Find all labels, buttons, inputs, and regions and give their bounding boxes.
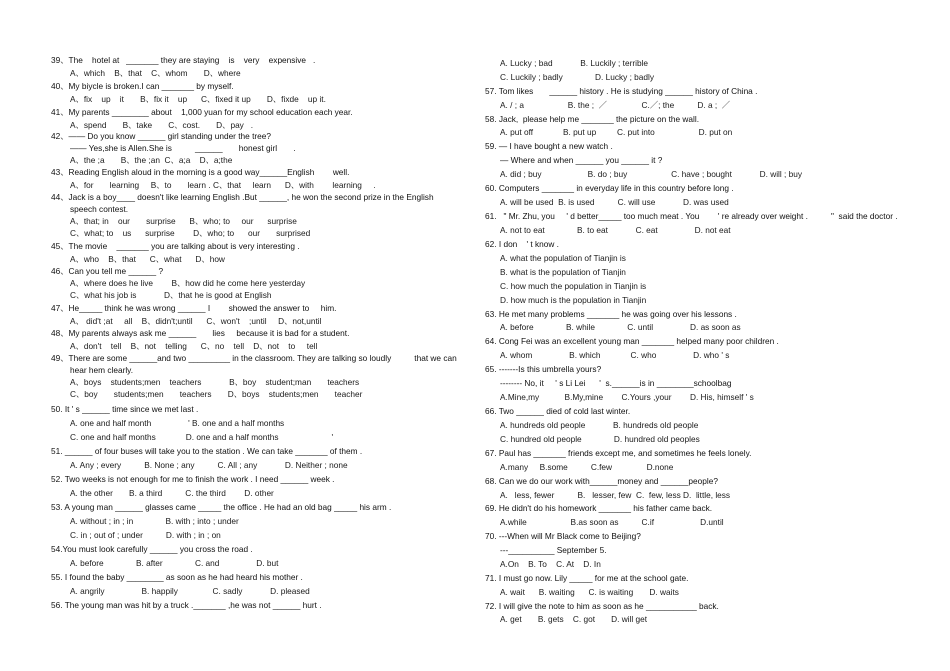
answer-options: A、which B、that C、whom D、where	[70, 68, 241, 78]
question-text: hear hem clearly.	[70, 365, 134, 375]
question-text: 60. Computers _______ in everyday life in this country before long .	[485, 183, 734, 193]
question-text: 41、My parents ________ about 1,000 yuan for my school education each year.	[51, 107, 353, 117]
question-text: 53. A young man ______ glasses came _____ the office . He had an old bag _____ his arm .	[51, 502, 392, 512]
question-text: 66. Two ______ died of cold last winter.	[485, 406, 631, 416]
answer-options: A. what the population of Tianjin is	[500, 253, 626, 263]
answer-options: C. how much the population in Tianjin is	[500, 281, 647, 291]
question-text: 56. The young man was hit by a truck ._______ ,he was not ______ hurt .	[51, 600, 322, 610]
question-text: 67. Paul has _______ friends except me, and sometimes he feels lonely.	[485, 448, 752, 458]
answer-options: C、boy students;men teachers D、boys students;men teacher	[70, 389, 363, 399]
answer-options: A. whom B. which C. who D. who ' s	[500, 350, 730, 360]
answer-options: A. will be used B. is used C. will use D. was used	[500, 197, 729, 207]
answer-options: A、the ;a B、the ;an C、a;a D、a;the	[70, 155, 233, 165]
answer-options: A、that; in our surprise B、who; to our surprise	[70, 216, 297, 226]
question-text: 63. He met many problems _______ he was going over his lessons .	[485, 309, 737, 319]
question-text: 68. Can we do our work with______money and ______people?	[485, 476, 718, 486]
question-text: 61. " Mr. Zhu, you ' d better_____ too much meat . You ' re already over weight . " said the doctor .	[485, 211, 898, 221]
question-text: 48、My parents always ask me ______ lies because it is bad for a student.	[51, 328, 350, 338]
question-text: 39、The hotel at _______ they are staying is very expensive .	[51, 55, 316, 65]
question-text: 54.You must look carefully ______ you cross the road .	[51, 544, 253, 554]
answer-options: C、what his job is D、that he is good at English	[70, 290, 272, 300]
answer-options: A. / ; a B. the ; ／ C.／; the D. a ; ／	[500, 100, 731, 110]
answer-options: B. what is the population of Tianjin	[500, 267, 626, 277]
answer-options: A.many B.some C.few D.none	[500, 462, 674, 472]
question-text: 71. I must go now. Lily _____ for me at the school gate.	[485, 573, 689, 583]
answer-options: C. one and half months D. one and a half months '	[70, 432, 334, 442]
answer-options: A. hundreds old people B. hundreds old people	[500, 420, 699, 430]
answer-options: A.Mine,my B.My,mine C.Yours ,your D. His, himself ' s	[500, 392, 754, 402]
question-text: — Where and when ______ you ______ it ?	[500, 155, 663, 165]
answer-options: A. angrily B. happily C. sadly D. pleased	[70, 586, 310, 596]
answer-options: A. Lucky ; bad B. Luckily ; terrible	[500, 58, 649, 68]
question-text: 52. Two weeks is not enough for me to finish the work . I need ______ week .	[51, 474, 335, 484]
answer-options: A. wait B. waiting C. is waiting D. waits	[500, 587, 679, 597]
question-text: 70. ---When will Mr Black come to Beijing?	[485, 531, 641, 541]
answer-options: A. one and half month ' B. one and a half months	[70, 418, 285, 428]
question-text: 62. I don ' t know .	[485, 239, 559, 249]
answer-options: A、spend B、take C、cost. D、pay .	[70, 120, 254, 130]
answer-options: A. not to eat B. to eat C. eat D. not eat	[500, 225, 731, 235]
answer-options: D. how much is the population in Tianjin	[500, 295, 647, 305]
question-text: —— Yes,she is Allen.She is ______ honest girl .	[70, 143, 296, 153]
question-text: 47、He_____ think he was wrong ______ I showed the answer to him.	[51, 303, 337, 313]
answer-options: A、fix up it B、fix it up C、fixed it up D、fixde up it.	[70, 94, 326, 104]
answer-options: C. Luckily ; badly D. Lucky ; badly	[500, 72, 655, 82]
question-text: 55. I found the baby ________ as soon as he had heard his mother .	[51, 572, 303, 582]
question-text: speech contest.	[70, 204, 129, 214]
answer-options: A. the other B. a third C. the third D. other	[70, 488, 274, 498]
answer-options: A. before B. while C. until D. as soon as	[500, 322, 741, 332]
answer-options: A、 did't ;at all B、didn't;until C、won't ;until D、not,until	[70, 316, 322, 326]
answer-options: A. put off B. put up C. put into D. put on	[500, 127, 733, 137]
question-text: 45、The movie _______ you are talking about is very interesting .	[51, 241, 300, 251]
answer-options: A.while B.as soon as C.if D.until	[500, 517, 724, 527]
answer-options: C. in ; out of ; under D. with ; in ; on	[70, 530, 221, 540]
question-text: 44、Jack is a boy____ doesn't like learning English .But ______, he won the second prize in the English	[51, 192, 434, 202]
answer-options: A、who B、that C、what D、how	[70, 254, 225, 264]
question-text: -------- No, it ' s Li Lei ' s.______is in ________schoolbag	[500, 378, 732, 388]
answer-options: A. without ; in ; in B. with ; into ; under	[70, 516, 239, 526]
answer-options: A.On B. To C. At D. In	[500, 559, 601, 569]
question-text: 64. Cong Fei was an excellent young man _______ helped many poor children .	[485, 336, 779, 346]
question-text: 65. -------Is this umbrella yours?	[485, 364, 602, 374]
answer-options: A. did ; buy B. do ; buy C. have ; bought D. will ; buy	[500, 169, 803, 179]
question-text: ---__________ September 5.	[500, 545, 607, 555]
answer-options: A. before B. after C. and D. but	[70, 558, 279, 568]
answer-options: C、what; to us surprise D、who; to our surprised	[70, 228, 311, 238]
answer-options: A. get B. gets C. got D. will get	[500, 614, 648, 624]
answer-options: A、don't tell B、not telling C、no tell D、not to tell	[70, 341, 318, 351]
answer-options: C. hundred old people D. hundred old peoples	[500, 434, 700, 444]
answer-options: A. Any ; every B. None ; any C. All ; any D. Neither ; none	[70, 460, 348, 470]
question-text: 59. — I have bought a new watch .	[485, 141, 613, 151]
question-text: 57. Tom likes ______ history . He is studying ______ history of China .	[485, 86, 758, 96]
answer-options: A、for learning B、to learn . C、that learn D、with learning .	[70, 180, 376, 190]
question-text: 46、Can you tell me ______ ?	[51, 266, 164, 276]
question-text: 40、My biycle is broken.I can _______ by myself.	[51, 81, 234, 91]
question-text: 72. I will give the note to him as soon as he ___________ back.	[485, 601, 719, 611]
answer-options: A、boys students;men teachers B、boy student;man teachers	[70, 377, 360, 387]
question-text: 58. Jack, please help me _______ the picture on the wall.	[485, 114, 700, 124]
question-text: 69. He didn't do his homework _______ his father came back.	[485, 503, 713, 513]
question-text: 51. ______ of four buses will take you to the station . We can take _______ of them .	[51, 446, 363, 456]
answer-options: A. less, fewer B. lesser, few C. few, less D. little, less	[500, 490, 731, 500]
question-text: 49、There are some ______and two _________ in the classroom. They are talking so loudly that we can	[51, 353, 457, 363]
question-text: 42、—— Do you know ______ girl standing under the tree?	[51, 131, 272, 141]
question-text: 43、Reading English aloud in the morning is a good way______English well.	[51, 167, 350, 177]
answer-options: A、where does he live B、how did he come here yesterday	[70, 278, 306, 288]
question-text: 50. It ' s ______ time since we met last .	[51, 404, 199, 414]
